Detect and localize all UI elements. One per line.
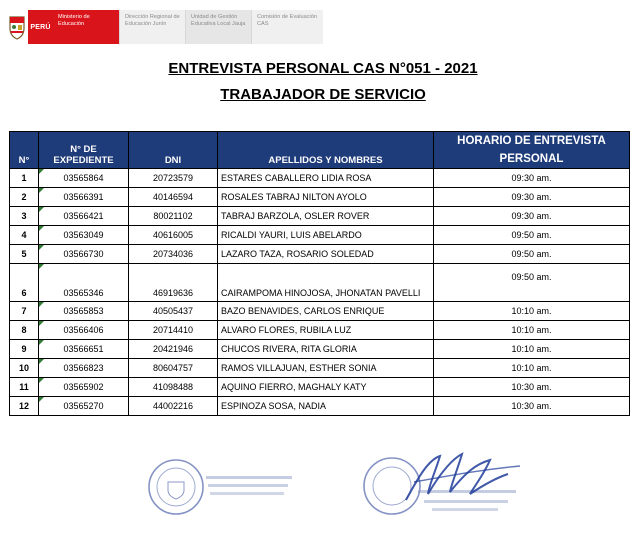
row-dni: 40146594 — [129, 188, 218, 207]
banner-segment-drej: Dirección Regional de Educación Junín — [119, 10, 185, 44]
row-number: 1 — [10, 169, 39, 188]
row-dni: 20421946 — [129, 340, 218, 359]
row-time: 10:10 am. — [434, 359, 630, 378]
row-expediente: 03565902 — [39, 378, 129, 397]
table-row — [10, 188, 630, 207]
row-name: LAZARO TAZA, ROSARIO SOLEDAD — [218, 245, 434, 264]
table-row — [10, 302, 630, 321]
row-time: 09:50 am. — [434, 226, 630, 245]
table-row — [10, 245, 630, 264]
document-subtitle: TRABAJADOR DE SERVICIO — [220, 86, 426, 103]
row-dni: 20723579 — [129, 169, 218, 188]
row-number: 10 — [10, 359, 39, 378]
row-expediente: 03565853 — [39, 302, 129, 321]
signature-seal-right — [358, 448, 528, 529]
row-name: CAIRAMPOMA HINOJOSA, JHONATAN PAVELLI — [218, 264, 434, 302]
row-dni: 40616005 — [129, 226, 218, 245]
row-time: 09:30 am. — [434, 169, 630, 188]
interview-schedule-table — [9, 131, 630, 416]
row-time: 10:10 am. — [434, 302, 630, 321]
table-body — [10, 169, 630, 416]
document-title: ENTREVISTA PERSONAL CAS N°051 - 2021 — [168, 60, 478, 77]
row-number: 4 — [10, 226, 39, 245]
row-dni: 80021102 — [129, 207, 218, 226]
row-name: ALVARO FLORES, RUBILA LUZ — [218, 321, 434, 340]
banner-segment-ministerio: Ministerio de Educación — [53, 10, 119, 44]
row-name: RICALDI YAURI, LUIS ABELARDO — [218, 226, 434, 245]
coat-of-arms-icon — [6, 10, 28, 44]
table-row — [10, 207, 630, 226]
row-time: 10:10 am. — [434, 321, 630, 340]
row-dni: 20734036 — [129, 245, 218, 264]
row-dni: 80604757 — [129, 359, 218, 378]
row-dni: 41098488 — [129, 378, 218, 397]
row-number: 12 — [10, 397, 39, 416]
table-row — [10, 321, 630, 340]
row-time: 10:10 am. — [434, 340, 630, 359]
row-name: AQUINO FIERRO, MAGHALY KATY — [218, 378, 434, 397]
row-number: 7 — [10, 302, 39, 321]
table-row — [10, 169, 630, 188]
row-time: 09:50 am. — [434, 264, 630, 302]
header-expediente: N° DE EXPEDIENTE — [39, 132, 129, 169]
peru-label: PERÚ — [28, 10, 53, 44]
table-row — [10, 359, 630, 378]
header-dni: DNI — [129, 132, 218, 169]
institution-seal-left — [146, 456, 296, 523]
row-expediente: 03563049 — [39, 226, 129, 245]
row-number: 5 — [10, 245, 39, 264]
row-name: TABRAJ BARZOLA, OSLER ROVER — [218, 207, 434, 226]
row-time: 09:30 am. — [434, 207, 630, 226]
row-expediente: 03565864 — [39, 169, 129, 188]
row-number: 3 — [10, 207, 39, 226]
row-name: CHUCOS RIVERA, RITA GLORIA — [218, 340, 434, 359]
table-row — [10, 264, 630, 302]
table-row — [10, 340, 630, 359]
row-number: 11 — [10, 378, 39, 397]
row-dni: 40505437 — [129, 302, 218, 321]
row-expediente: 03566651 — [39, 340, 129, 359]
table-row — [10, 226, 630, 245]
row-name: BAZO BENAVIDES, CARLOS ENRIQUE — [218, 302, 434, 321]
row-expediente: 03566823 — [39, 359, 129, 378]
row-time: 09:50 am. — [434, 245, 630, 264]
row-expediente: 03566406 — [39, 321, 129, 340]
banner-segment-ugel: Unidad de Gestión Educativa Local Jauja — [185, 10, 251, 44]
row-expediente: 03565346 — [39, 264, 129, 302]
row-expediente: 03565270 — [39, 397, 129, 416]
row-number: 6 — [10, 264, 39, 302]
row-name: ESPINOZA SOSA, NADIA — [218, 397, 434, 416]
header-horario: HORARIO DE ENTREVISTA PERSONAL — [434, 132, 630, 169]
row-dni: 46919636 — [129, 264, 218, 302]
row-time: 10:30 am. — [434, 397, 630, 416]
banner-segment-comision: Comisión de Evaluación CAS — [251, 10, 323, 44]
row-number: 2 — [10, 188, 39, 207]
row-time: 09:30 am. — [434, 188, 630, 207]
row-dni: 44002216 — [129, 397, 218, 416]
table-row — [10, 378, 630, 397]
row-expediente: 03566730 — [39, 245, 129, 264]
header-num: N° — [10, 132, 39, 169]
row-name: ROSALES TABRAJ NILTON AYOLO — [218, 188, 434, 207]
table-header-row — [10, 132, 630, 169]
row-number: 9 — [10, 340, 39, 359]
row-expediente: 03566391 — [39, 188, 129, 207]
table-row — [10, 397, 630, 416]
row-expediente: 03566421 — [39, 207, 129, 226]
header-nombres: APELLIDOS Y NOMBRES — [218, 132, 434, 169]
row-number: 8 — [10, 321, 39, 340]
row-time: 10:30 am. — [434, 378, 630, 397]
row-name: ESTARES CABALLERO LIDIA ROSA — [218, 169, 434, 188]
row-dni: 20714410 — [129, 321, 218, 340]
row-name: RAMOS VILLAJUAN, ESTHER SONIA — [218, 359, 434, 378]
header-banner — [6, 10, 323, 44]
